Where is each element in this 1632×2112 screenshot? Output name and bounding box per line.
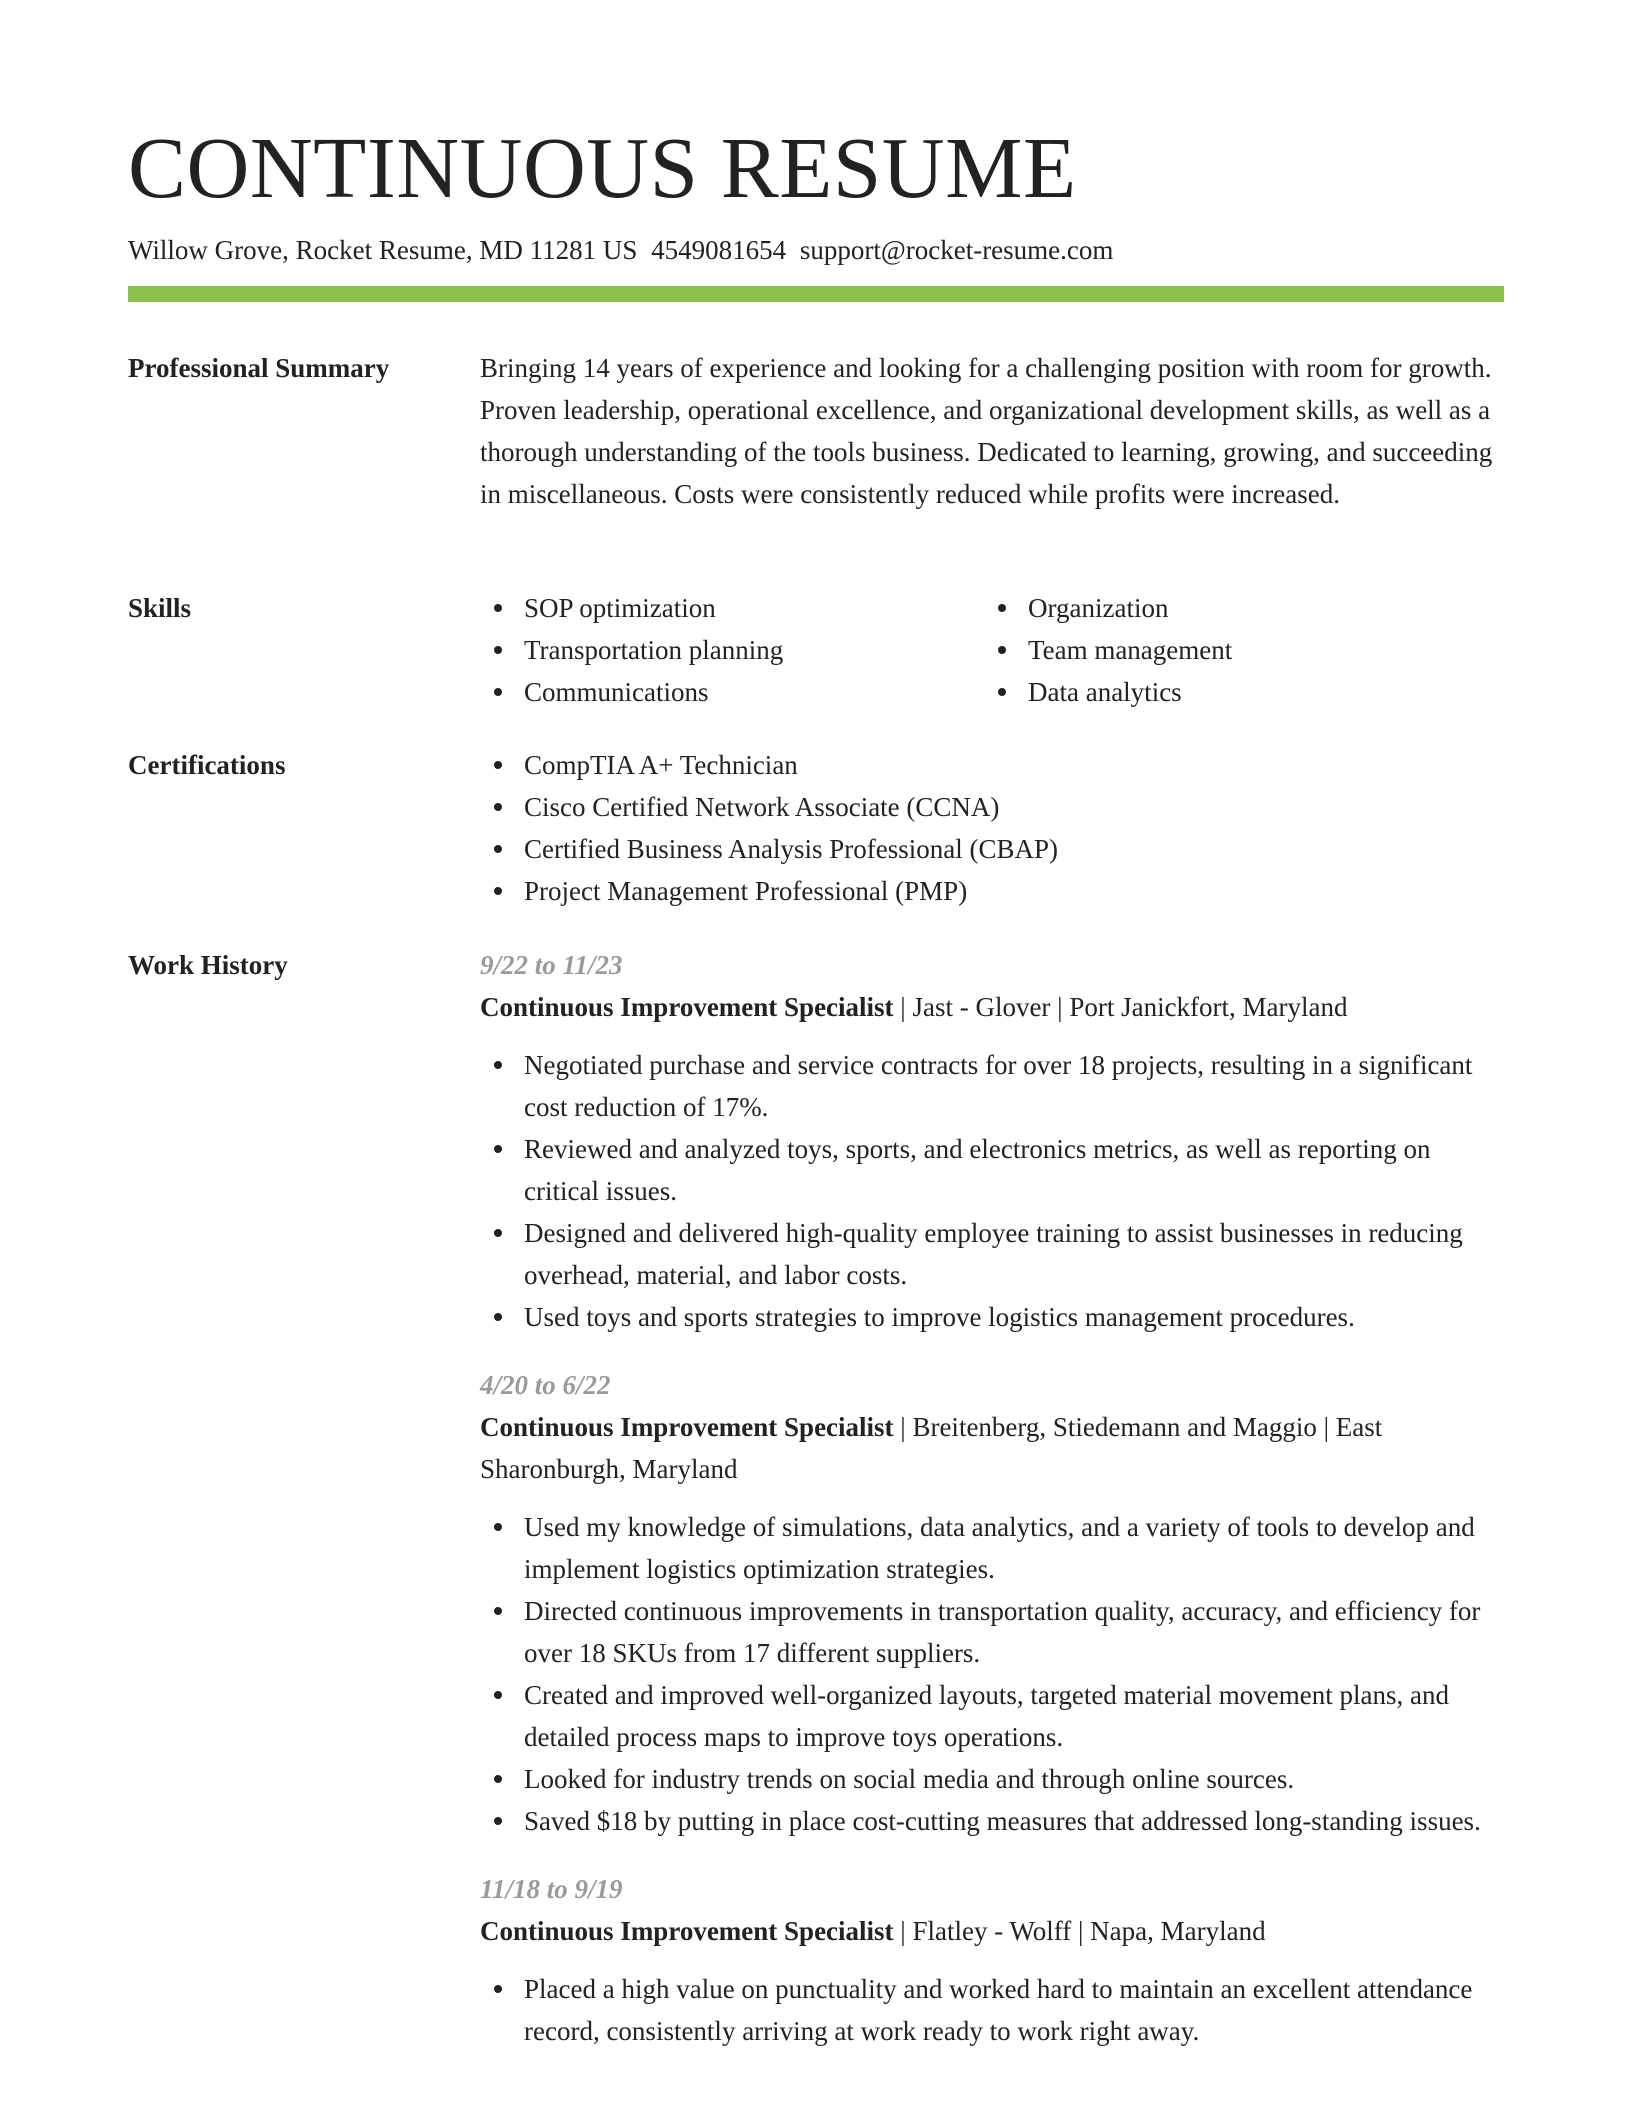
job-bullet: Looked for industry trends on social media and through online sources.	[480, 1758, 1504, 1800]
job-heading	[480, 1910, 1504, 1952]
certifications-heading: Certifications	[128, 750, 286, 780]
certification-item: Project Management Professional (PMP)	[480, 870, 1504, 912]
work-history-heading: Work History	[128, 950, 288, 980]
job-bullet: Saved $18 by putting in place cost-cutting measures that addressed long-standing issues.	[480, 1800, 1504, 1842]
certification-item: Certified Business Analysis Professional (CBAP)	[480, 828, 1504, 870]
skill-item: Communications	[480, 671, 984, 713]
header-divider	[128, 286, 1504, 302]
skill-item: Organization	[984, 587, 1488, 629]
contact-address: Willow Grove, Rocket Resume, MD 11281 US	[128, 235, 638, 265]
certifications-list	[480, 744, 1504, 912]
summary-text: Bringing 14 years of experience and looking for a challenging position with room for growth. Proven leadership, operational excellence, and organizational development skills, as well as a thorough understanding of the tools business. Dedicated to learning, growing, and succeeding in miscellaneous. Costs were consistently reduced while profits were increased.	[480, 353, 1493, 509]
skill-item: Team management	[984, 629, 1488, 671]
job-bullet: Placed a high value on punctuality and worked hard to maintain an excellent attendance record, consistently arriving at work ready to work right away.	[480, 1968, 1504, 2052]
resume-name: CONTINUOUS RESUME	[128, 119, 1077, 216]
contact-phone: 4549081654	[651, 235, 787, 265]
summary-heading: Professional Summary	[128, 353, 390, 383]
skills-column-1	[480, 587, 984, 713]
job-bullets	[480, 1044, 1504, 1338]
job-dates: 4/20 to 6/22	[480, 1370, 611, 1400]
job-bullet: Designed and delivered high-quality employee training to assist businesses in reducing overhead, material, and labor costs.	[480, 1212, 1504, 1296]
job-details: | Breitenberg, Stiedemann and Maggio | East Sharonburgh, Maryland	[480, 1412, 1383, 1484]
summary-body	[480, 347, 1504, 515]
job-bullet: Directed continuous improvements in transportation quality, accuracy, and efficiency for over 18 SKUs from 17 different suppliers.	[480, 1590, 1504, 1674]
job-bullet: Reviewed and analyzed toys, sports, and electronics metrics, as well as reporting on critical issues.	[480, 1128, 1504, 1212]
job-title: Continuous Improvement Specialist	[480, 1412, 894, 1442]
job-details: | Flatley - Wolff | Napa, Maryland	[893, 1916, 1266, 1946]
job-entry	[480, 1364, 1504, 1842]
job-bullet: Created and improved well-organized layouts, targeted material movement plans, and detailed process maps to improve toys operations.	[480, 1674, 1504, 1758]
job-heading	[480, 986, 1504, 1028]
contact-email: support@rocket-resume.com	[799, 235, 1114, 265]
job-title: Continuous Improvement Specialist	[480, 1916, 894, 1946]
job-heading	[480, 1406, 1504, 1490]
skills-heading: Skills	[128, 593, 192, 623]
certification-item: CompTIA A+ Technician	[480, 744, 1504, 786]
skill-item: Data analytics	[984, 671, 1488, 713]
skills-body	[480, 587, 1504, 713]
contact-line	[128, 230, 1113, 270]
job-dates: 9/22 to 11/23	[480, 950, 623, 980]
skills-column-2	[984, 587, 1488, 713]
job-entry	[480, 944, 1504, 1338]
job-title: Continuous Improvement Specialist	[480, 992, 894, 1022]
job-bullet: Used my knowledge of simulations, data analytics, and a variety of tools to develop and implement logistics optimization strategies.	[480, 1506, 1504, 1590]
job-details: | Jast - Glover | Port Janickfort, Maryland	[893, 992, 1348, 1022]
job-bullets	[480, 1506, 1504, 1842]
work-history-body	[480, 944, 1504, 2078]
certification-item: Cisco Certified Network Associate (CCNA)	[480, 786, 1504, 828]
job-bullet: Used toys and sports strategies to improve logistics management procedures.	[480, 1296, 1504, 1338]
job-entry	[480, 1868, 1504, 2052]
job-dates: 11/18 to 9/19	[480, 1874, 623, 1904]
skill-item: Transportation planning	[480, 629, 984, 671]
job-bullets	[480, 1968, 1504, 2052]
skill-item: SOP optimization	[480, 587, 984, 629]
job-bullet: Negotiated purchase and service contracts for over 18 projects, resulting in a significant cost reduction of 17%.	[480, 1044, 1504, 1128]
certifications-body	[480, 744, 1504, 912]
